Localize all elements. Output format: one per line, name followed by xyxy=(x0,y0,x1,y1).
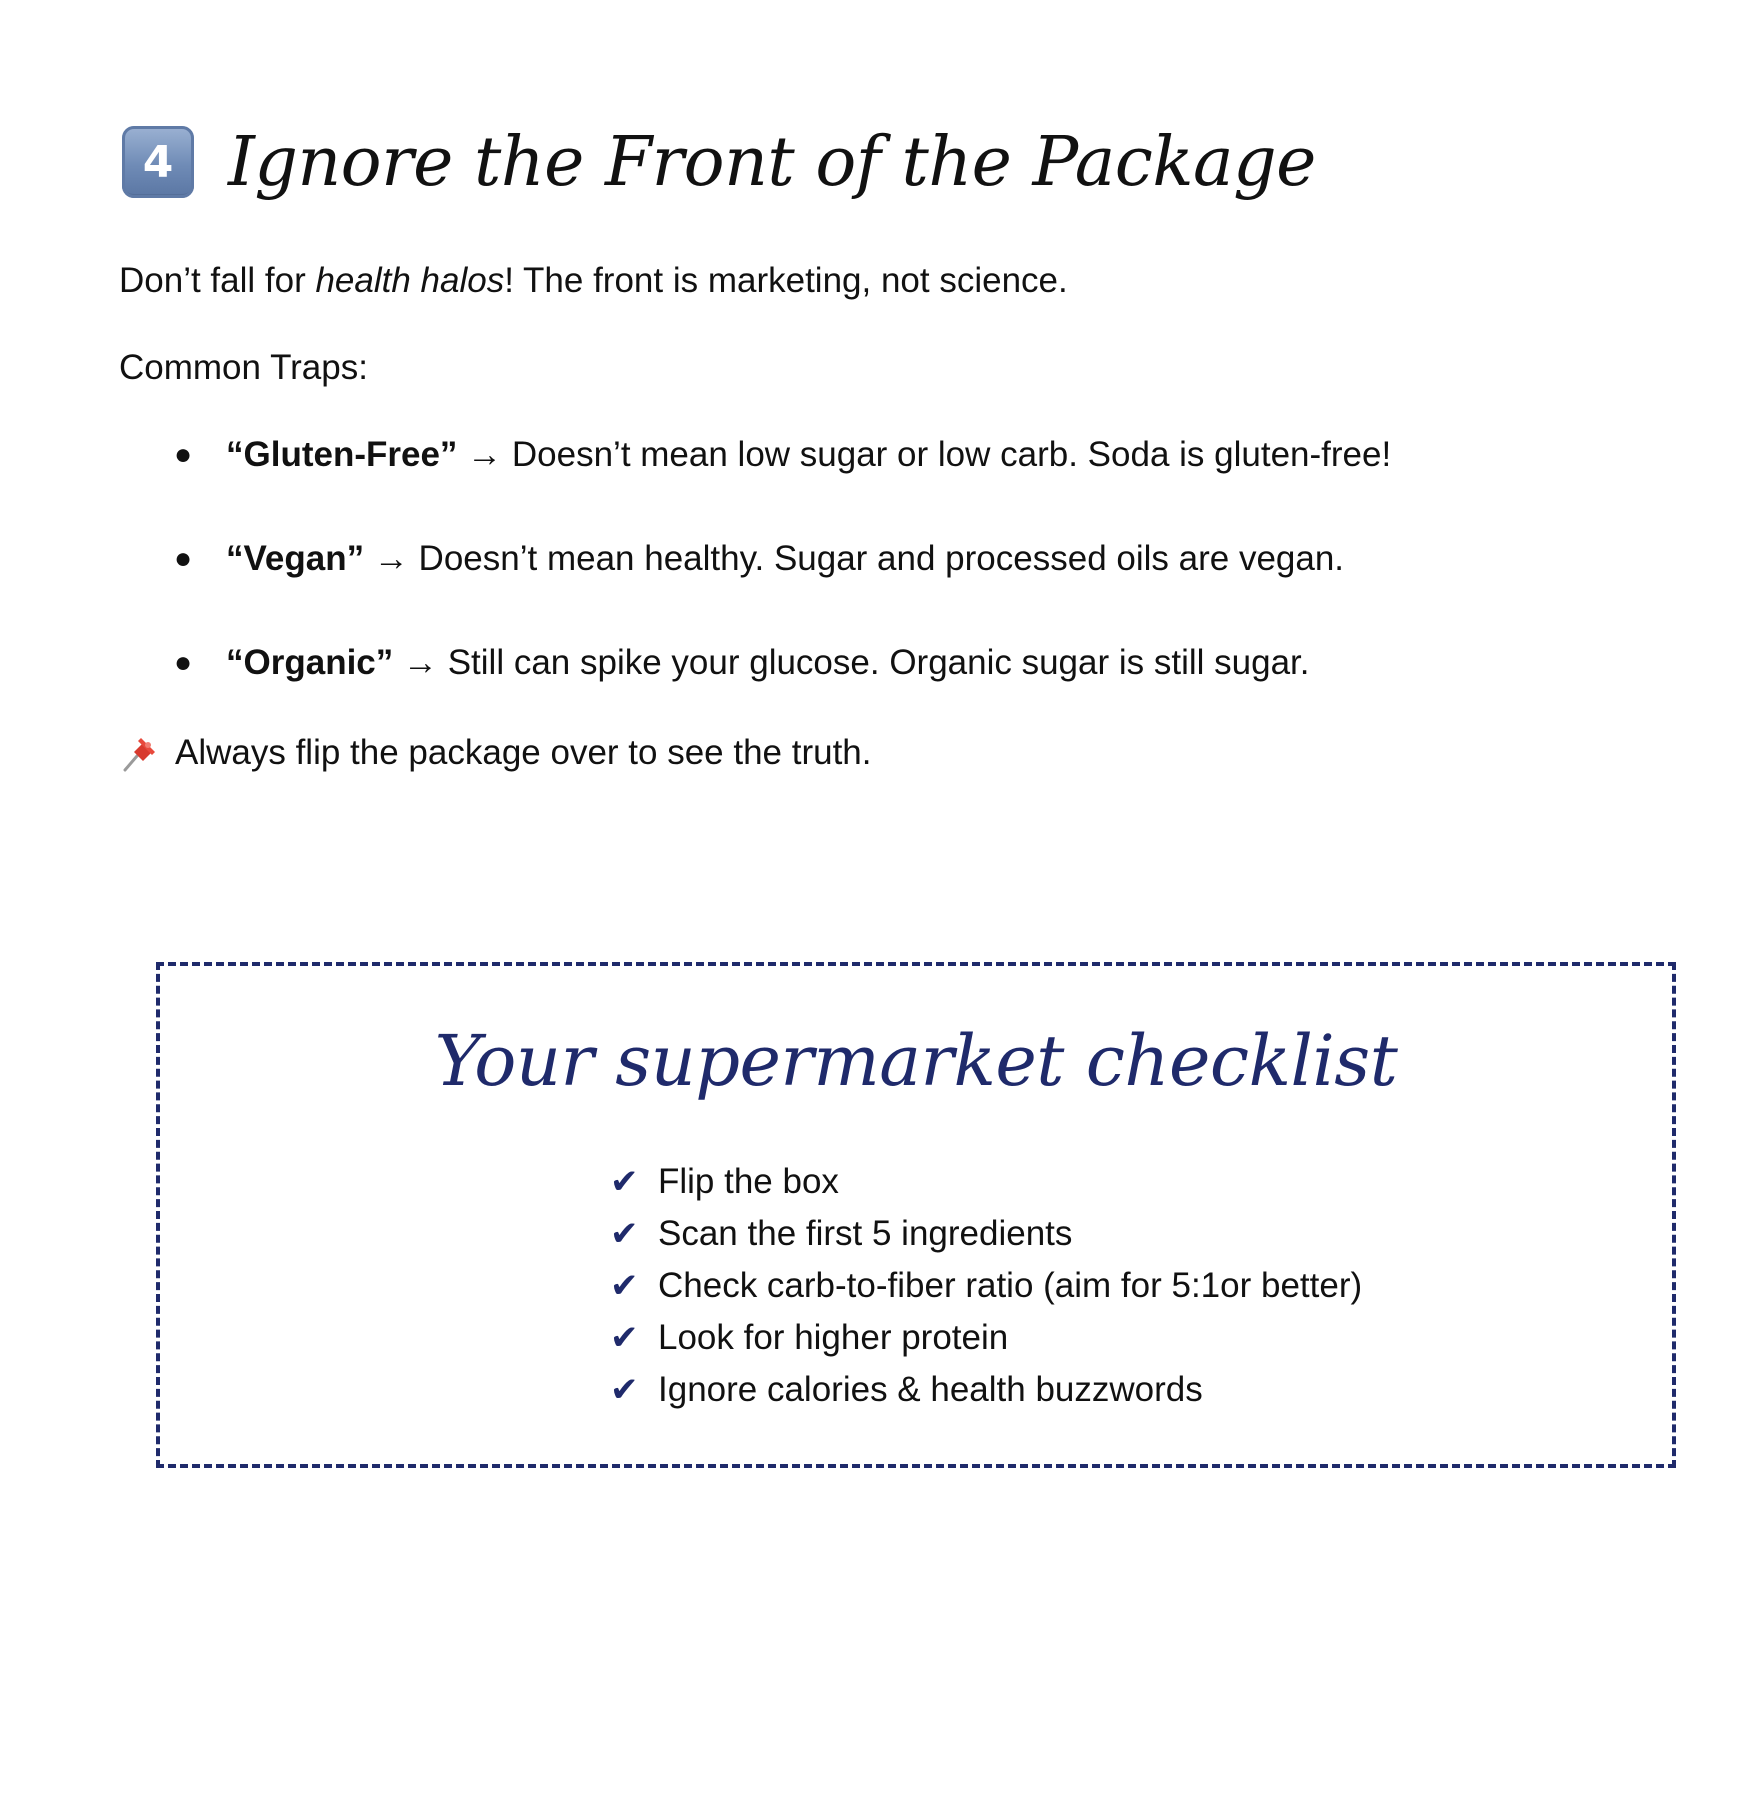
checklist-item-text: Flip the box xyxy=(658,1162,839,1201)
trap-description: → Doesn’t mean low sugar or low carb. Soda is gluten-free! xyxy=(457,435,1392,474)
trap-description: → Still can spike your glucose. Organic sugar is still sugar. xyxy=(393,643,1310,682)
section-heading xyxy=(122,112,1316,212)
tip-line xyxy=(119,731,872,775)
intro-text-after: ! The front is marketing, not science. xyxy=(504,261,1068,300)
checklist-item-text: Look for higher protein xyxy=(658,1318,1009,1357)
list-item xyxy=(610,1208,1362,1260)
tip-text: Always flip the package over to see the truth. xyxy=(175,733,872,772)
list-item xyxy=(610,1312,1362,1364)
trap-term: “Gluten-Free” xyxy=(226,435,458,474)
list-item xyxy=(610,1156,1362,1208)
checkmark-icon: ✔ xyxy=(610,1214,639,1254)
pushpin-icon xyxy=(119,732,161,774)
trap-term: “Vegan” xyxy=(226,539,365,578)
checkmark-icon: ✔ xyxy=(610,1266,639,1306)
traps-list xyxy=(174,433,1391,745)
checklist-title: Your supermarket checklist xyxy=(434,1020,1398,1102)
list-item xyxy=(174,433,1391,477)
list-item xyxy=(174,641,1391,685)
list-item xyxy=(610,1364,1362,1416)
trap-term: “Organic” xyxy=(226,643,394,682)
intro-text-before: Don’t fall for xyxy=(119,261,316,300)
checklist-box xyxy=(156,962,1676,1468)
intro-paragraph xyxy=(119,259,1068,303)
checkmark-icon: ✔ xyxy=(610,1370,639,1410)
bullet-icon: ● xyxy=(174,438,193,471)
list-item xyxy=(610,1260,1362,1312)
checklist-item-text: Check carb-to-fiber ratio (aim for 5:1or better) xyxy=(658,1266,1363,1305)
trap-description: → Doesn’t mean healthy. Sugar and processed oils are vegan. xyxy=(364,539,1345,578)
checklist-item-text: Scan the first 5 ingredients xyxy=(658,1214,1073,1253)
checkmark-icon: ✔ xyxy=(610,1318,639,1358)
bullet-icon: ● xyxy=(174,542,193,575)
checklist-items xyxy=(610,1156,1362,1416)
checklist-item-text: Ignore calories & health buzzwords xyxy=(658,1370,1203,1409)
section-title: Ignore the Front of the Package xyxy=(228,122,1316,202)
checkmark-icon: ✔ xyxy=(610,1162,639,1202)
keycap-number-icon: 4 xyxy=(122,126,194,198)
bullet-icon: ● xyxy=(174,646,193,679)
list-item xyxy=(174,537,1391,581)
traps-label: Common Traps: xyxy=(119,348,368,387)
intro-emphasis: health halos xyxy=(315,261,505,300)
